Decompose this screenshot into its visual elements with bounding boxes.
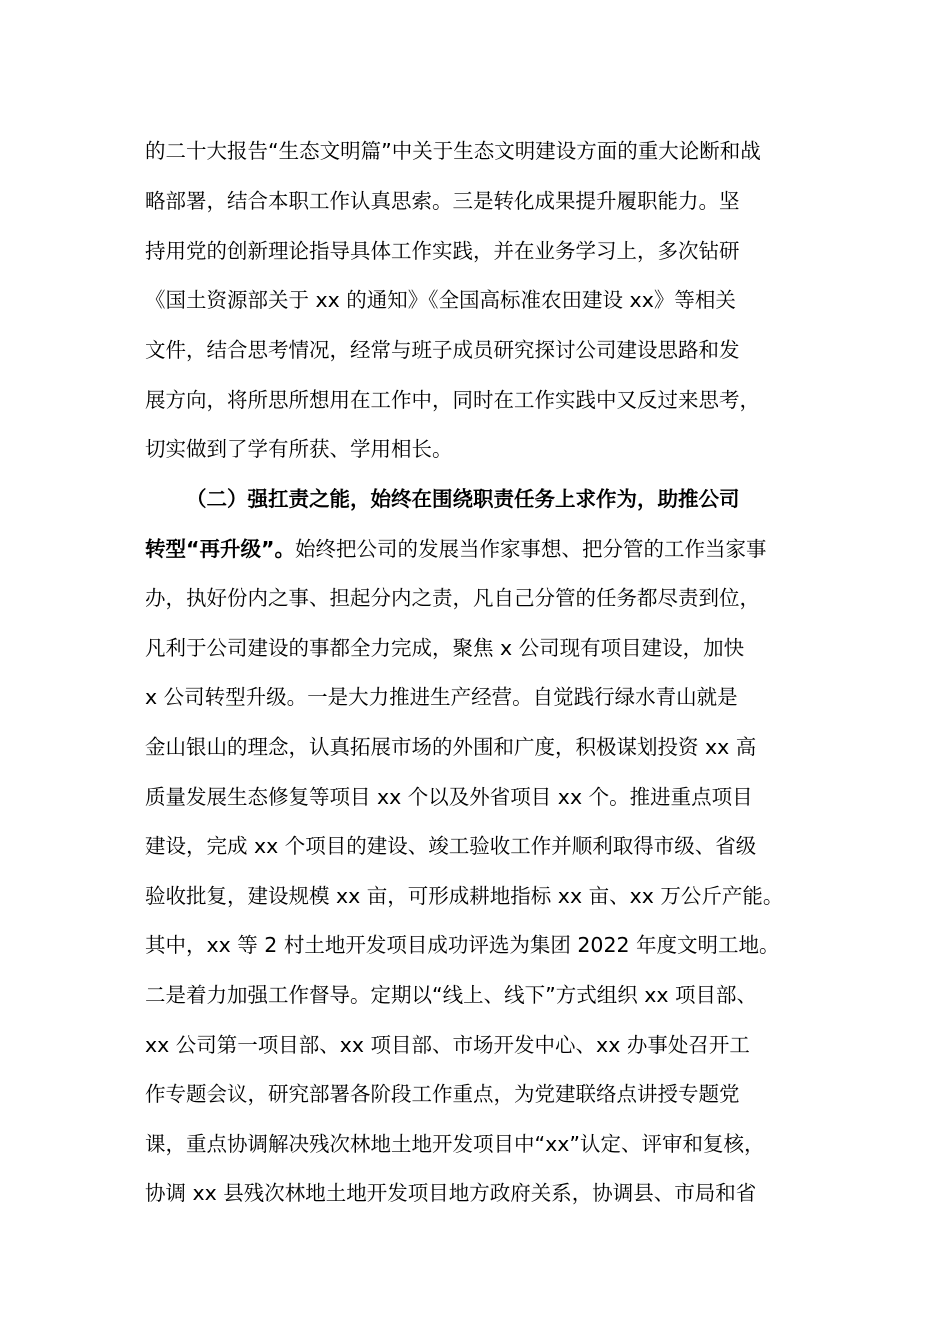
paragraph-2-line-3: 凡利于公司建设的事都全力完成，聚焦 x 公司现有项目建设，加快: [145, 636, 745, 660]
paragraph-1-line-6: 展方向，将所思所想用在工作中，同时在工作实践中又反过来思考，: [145, 388, 760, 412]
paragraph-2-line-6: 质量发展生态修复等项目 xx 个以及外省项目 xx 个。推进重点项目: [145, 785, 753, 809]
paragraph-2-line-5: 金山银山的理念，认真拓展市场的外围和广度，积极谋划投资 xx 高: [145, 735, 757, 759]
paragraph-2-line-1-text: 始终把公司的发展当作家事想、把分管的工作当家事: [294, 537, 767, 561]
paragraph-2-line-8: 验收批复，建设规模 xx 亩，可形成耕地指标 xx 亩、xx 万公斤产能。: [145, 884, 784, 908]
paragraph-2-line-10: 二是着力加强工作督导。定期以“线上、线下”方式组织 xx 项目部、: [145, 983, 758, 1007]
paragraph-2-line-14: 协调 xx 县残次林地土地开发项目地方政府关系，协调县、市局和省: [145, 1181, 757, 1205]
paragraph-2-line-13: 课，重点协调解决残次林地土地开发项目中“xx”认定、评审和复核，: [145, 1132, 765, 1156]
paragraph-2-line-11: xx 公司第一项目部、xx 项目部、市场开发中心、xx 办事处召开工: [145, 1033, 750, 1057]
paragraph-1-line-1: 的二十大报告“生态文明篇”中关于生态文明建设方面的重大论断和战: [145, 139, 761, 163]
paragraph-1-line-2: 略部署，结合本职工作认真思索。三是转化成果提升履职能力。坚: [145, 189, 740, 213]
section-heading-line-2: [145, 524, 845, 574]
paragraph-1-line-4: 《国土资源部关于 xx 的通知》《全国高标准农田建设 xx》等相关: [145, 288, 736, 312]
section-heading-tail: 转型“再升级”。: [145, 537, 295, 561]
paragraph-2-line-2: 办，执好份内之事、担起分内之责，凡自己分管的任务都尽责到位，: [145, 586, 760, 610]
paragraph-2-line-7: 建设，完成 xx 个项目的建设、竣工验收工作并顺利取得市级、省级: [145, 834, 757, 858]
paragraph-1-line-7: 切实做到了学有所获、学用相长。: [145, 437, 453, 461]
paragraph-2-line-4: x 公司转型升级。一是大力推进生产经营。自觉践行绿水青山就是: [145, 685, 738, 709]
paragraph-1-line-3: 持用党的创新理论指导具体工作实践，并在业务学习上，多次钻研: [145, 239, 740, 263]
paragraph-2-line-12: 作专题会议，研究部署各阶段工作重点，为党建联络点讲授专题党: [145, 1082, 740, 1106]
paragraph-2-line-9: 其中，xx 等 2 村土地开发项目成功评选为集团 2022 年度文明工地。: [145, 933, 780, 957]
section-heading-line-1: （二）强扛责之能，始终在围绕职责任务上求作为，助推公司: [186, 487, 740, 511]
paragraph-1-line-5: 文件，结合思考情况，经常与班子成员研究探讨公司建设思路和发: [145, 338, 740, 362]
